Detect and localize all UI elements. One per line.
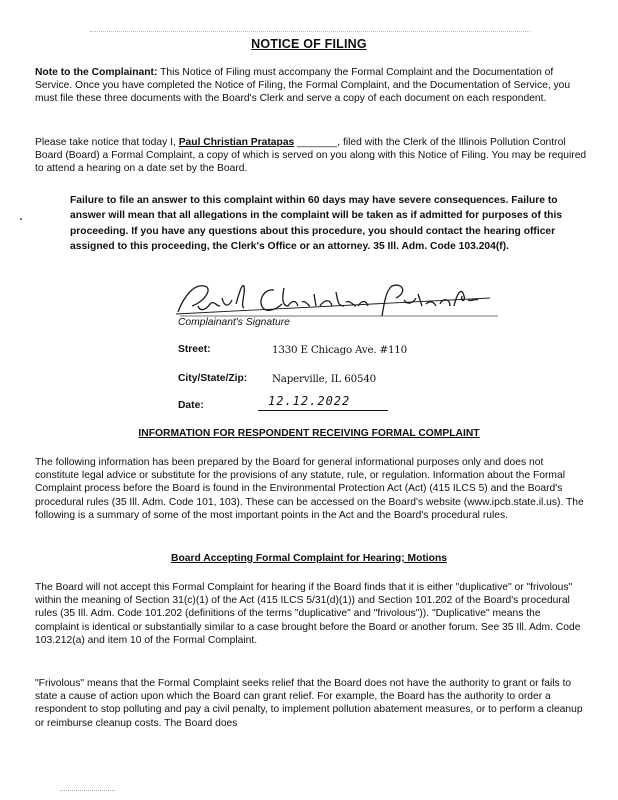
city-label: City/State/Zip: [178,373,248,384]
date-label: Date: [178,400,204,411]
top-divider [90,31,530,32]
warning-paragraph: Failure to file an answer to this complaint within 60 days may have severe consequences. Failure to answer will mean that all allegations in the complaint will be taken as if admitted for purposes of this proceeding. If you have any questions about this procedure, you should contact the hearing officer assigned to this proceeding, the Clerk's Office or an attorney. 35 Ill. Adm. Code 103.204(f). [70,195,563,252]
signature-label: Complainant's Signature [178,317,290,328]
footer-mark [60,790,115,791]
date-value: 12.12.2022 [268,394,351,408]
respondent-heading: INFORMATION FOR RESPONDENT RECEIVING FORMAL COMPLAINT [138,428,480,439]
margin-speck [20,218,22,220]
notice-paragraph [35,136,587,176]
note-text: This Notice of Filing must accompany the Formal Complaint and the Documentation of Service. Once you have completed the Notice of Filing, the Formal Complaint, and the Documentation of Service, you must file these three documents with the Board's Clerk and serve a copy of each document on each respondent. [35,67,571,105]
respondent-paragraph: The following information has been prepared by the Board for general informational purposes only and does not constitute legal advice or substitute for the provisions of any statute, rule, or regulation. Information about the Formal Complaint process before the Board is found in the Environmental Protection Act (Act) (415 ILCS 5) and the Board's procedural rules (35 Ill. Adm. Code 101, 103). These can be accessed on the Board's website (www.ipcb.state.il.us). The following is a summary of some of the most important points in the Act and the Board's procedural rules. [35,457,584,521]
street-label: Street: [178,344,211,355]
notice-before: Please take notice that today I, [35,137,179,148]
page-title: NOTICE OF FILING [251,37,367,51]
motions-paragraph-2: "Frivolous" means that the Formal Complaint seeks relief that the Board does not have the authority to grant or fails to state a cause of action upon which the Board can grant relief. For example, the Board has the authority to order a respondent to stop polluting and pay a civil penalty, to implement pollution abatement measures, or to perform a cleanup or reimburse cleanup costs. The Board does [35,678,583,729]
motions-paragraph-1: The Board will not accept this Formal Complaint for hearing if the Board finds that it is either "duplicative" or "frivolous" within the meaning of Section 31(c)(1) of the Act (415 ILCS 5/31(d)(1)) and Section 101.202 of the Board's procedural rules (35 Ill. Adm. Code 101.202 (definitions of the terms "duplicative" and "frivolous")). "Duplicative" means the complaint is identical or substantially similar to a case brought before the Board or another forum. See 35 Ill. Adm. Code 103.212(a) and item 10 of the Formal Complaint. [35,582,581,646]
notice-after: filed with the Clerk of the Illinois Pollution Control Board (Board) a Formal Complaint, a copy of which is served on you along with this Notice of Filing. You may be required to attend a hearing on a date set by the Board. [35,137,587,175]
city-value: Naperville, IL 60540 [272,373,377,385]
date-underline [258,410,388,411]
motions-heading: Board Accepting Formal Complaint for Hearing; Motions [171,553,447,564]
notice-blank: _______, [294,137,341,148]
note-paragraph [35,66,587,106]
note-label: Note to the Complainant: [35,67,158,78]
street-value: 1330 E Chicago Ave. #110 [272,344,407,356]
complainant-name: Paul Christian Pratapas [178,137,295,148]
